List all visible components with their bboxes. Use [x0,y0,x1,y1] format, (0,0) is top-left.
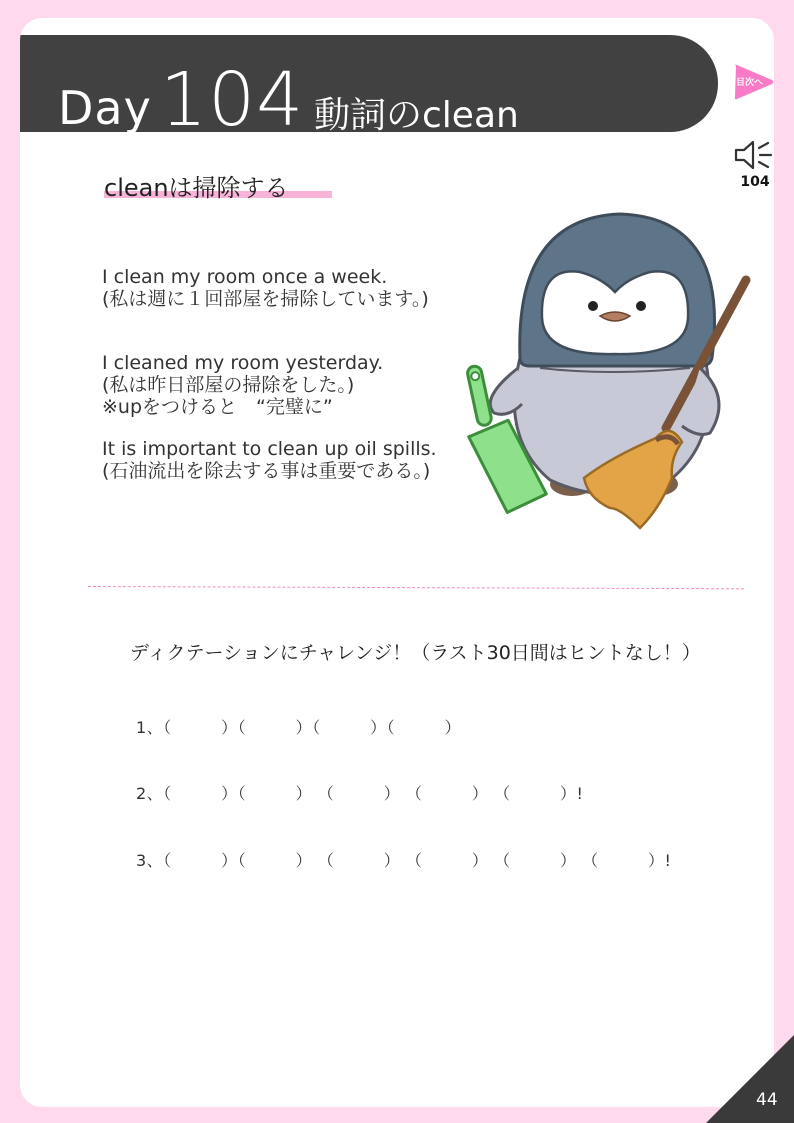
example-2-en: I cleaned my room yesterday. [102,352,384,374]
next-toc-label: 目次へ [736,78,764,88]
section-divider [88,586,744,589]
day-number: 104 [160,57,305,143]
day-header [20,35,718,143]
dictation-line-3[interactable]: 3、（ ）（ ） （ ） （ ） （ ） （ ）! [136,851,672,870]
audio-track-number: 104 [740,174,770,190]
speaker-icon [733,138,774,172]
example-2-ja: (私は昨日部屋の掃除をした。) [102,374,355,396]
example-3-ja: (石油流出を除去する事は重要である。) [102,460,431,482]
example-3 [102,438,437,482]
penguin-sweeping-illustration [460,208,760,538]
dictation-line-1[interactable]: 1、（ ）（ ）（ ）（ ） [136,718,462,737]
example-2 [102,352,383,418]
example-2-note: ※upをつけると “完璧に” [102,396,333,418]
dictation-line-2[interactable]: 2、（ ）（ ） （ ） （ ） （ ）! [136,784,584,803]
page-number: 44 [756,1090,778,1110]
topic-title: cleanは掃除する [104,174,289,202]
page-title: 動詞のclean [314,95,519,136]
example-1-en: I clean my room once a week. [102,266,388,288]
dictation-title: ディクテーションにチャレンジ！（ラスト30日間はヒントなし！） [130,642,701,664]
example-1 [102,266,429,310]
next-toc-button[interactable] [732,62,774,106]
page-corner [706,1035,794,1123]
audio-player[interactable] [730,138,774,190]
day-label: Day [58,81,152,135]
page-sheet [20,18,774,1107]
example-1-ja: (私は週に１回部屋を掃除しています。) [102,288,429,310]
example-3-en: It is important to clean up oil spills. [102,438,437,460]
